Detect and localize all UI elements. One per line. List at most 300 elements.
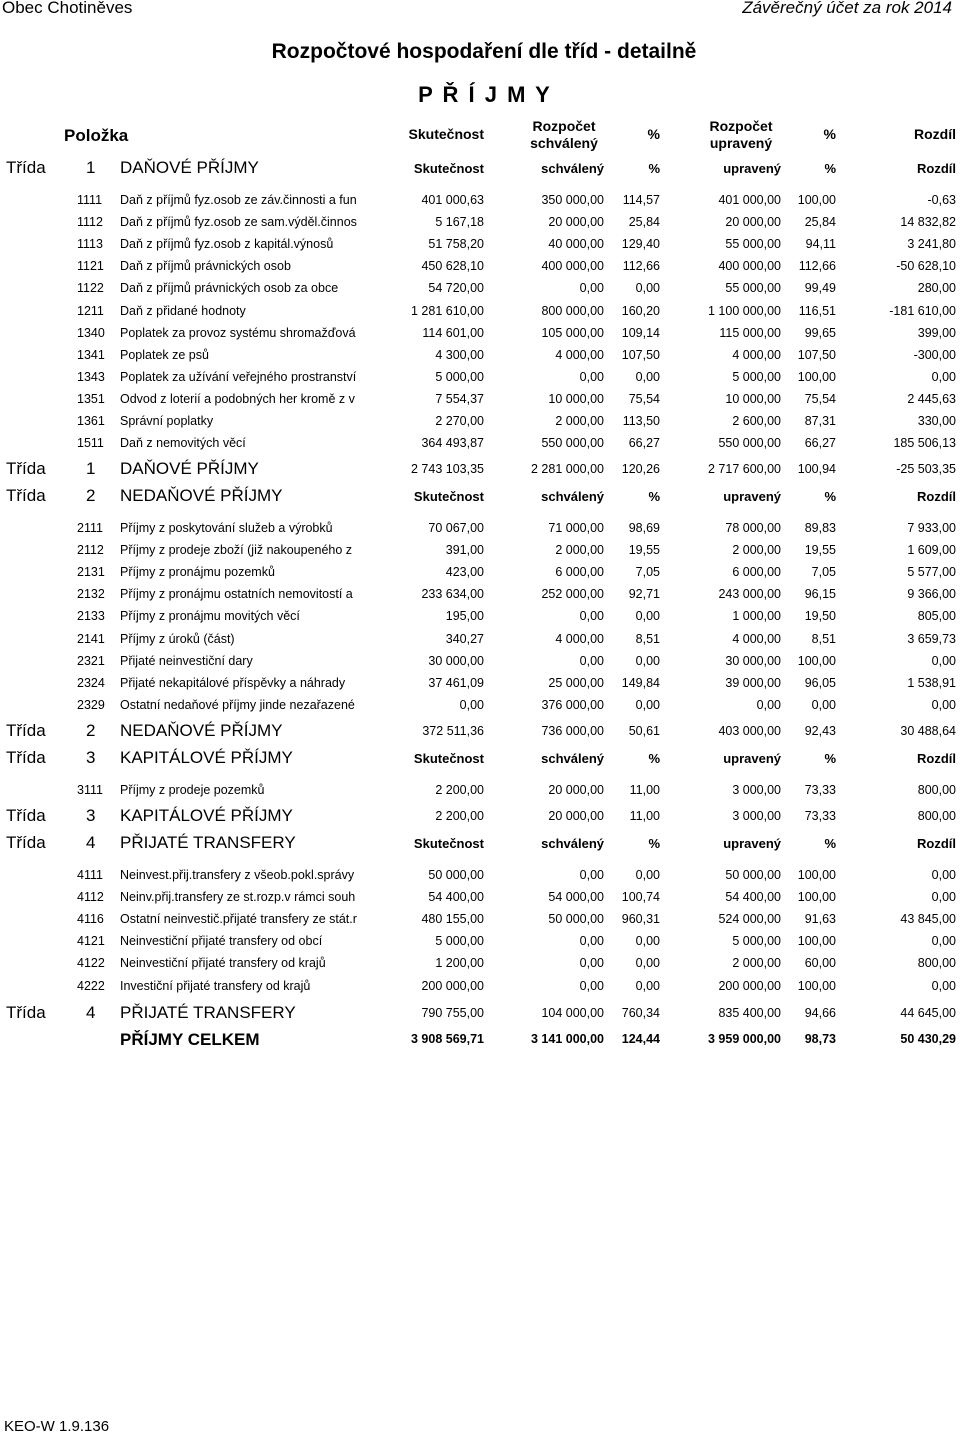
item-value: 100,00 <box>797 370 836 384</box>
item-value: 99,65 <box>804 326 836 340</box>
section-column-label: schválený <box>541 161 604 176</box>
item-name: Daň z příjmů fyz.osob z kapitál.výnosů <box>120 237 334 251</box>
item-code: 2329 <box>77 698 105 712</box>
item-value: 524 000,00 <box>718 912 781 926</box>
section-column-label: % <box>824 751 836 766</box>
item-value: 78 000,00 <box>725 521 781 535</box>
item-value: 0,00 <box>931 698 956 712</box>
item-value: 252 000,00 <box>541 587 604 601</box>
item-value: 7 554,37 <box>435 392 484 406</box>
item-name: Daň z přidané hodnoty <box>120 304 246 318</box>
trida-label: Třída <box>6 486 46 505</box>
item-value: 114,57 <box>622 193 660 207</box>
item-code: 1112 <box>77 215 103 229</box>
grand-total-value: 98,73 <box>804 1032 836 1046</box>
item-value: 8,51 <box>635 632 660 646</box>
col-upraveny-line1: Rozpočet <box>709 118 773 134</box>
class-number: 3 <box>86 748 96 767</box>
item-value: 8,51 <box>811 632 836 646</box>
item-name: Poplatek za provoz systému shromažďová <box>120 326 356 340</box>
item-value: 43 845,00 <box>900 912 956 926</box>
item-name: Poplatek ze psů <box>120 348 209 362</box>
item-value: 0,00 <box>635 609 660 623</box>
item-value: 14 832,82 <box>900 215 956 229</box>
item-value: 115 000,00 <box>719 326 781 340</box>
item-code: 2141 <box>77 632 105 646</box>
item-code: 1113 <box>77 237 103 251</box>
item-value: 19,55 <box>628 543 660 557</box>
item-value: 185 506,13 <box>893 436 956 450</box>
item-name: Příjmy z úroků (část) <box>120 632 235 646</box>
item-value: 7 933,00 <box>907 521 956 535</box>
col-schvaleny-line2: schválený <box>530 135 598 151</box>
trida-label: Třída <box>6 806 46 825</box>
item-value: 54 400,00 <box>428 890 484 904</box>
col-rozdil: Rozdíl <box>914 126 956 142</box>
item-code: 4121 <box>77 934 105 948</box>
page-subtitle: P Ř Í J M Y <box>418 82 552 107</box>
item-value: 550 000,00 <box>541 436 604 450</box>
item-value: 7,05 <box>811 565 836 579</box>
class-number: 2 <box>86 721 96 740</box>
item-value: 5 000,00 <box>435 370 484 384</box>
sum-value: 73,33 <box>804 809 836 823</box>
item-value: 5 000,00 <box>732 934 781 948</box>
item-value: 0,00 <box>579 868 604 882</box>
item-value: 0,00 <box>635 281 660 295</box>
sum-value: 790 755,00 <box>421 1006 484 1020</box>
item-name: Neinvest.přij.transfery z všeob.pokl.správy <box>120 868 355 882</box>
item-value: 50 000,00 <box>548 912 604 926</box>
section-column-label: schválený <box>541 489 604 504</box>
item-value: 0,00 <box>931 934 956 948</box>
section-column-label: % <box>648 751 660 766</box>
item-code: 1122 <box>77 281 104 295</box>
col-pct2: % <box>823 126 836 142</box>
item-code: 1211 <box>77 304 104 318</box>
item-value: 1 538,91 <box>907 676 956 690</box>
class-name: PŘIJATÉ TRANSFERY <box>120 833 296 852</box>
item-value: 2 200,00 <box>435 783 484 797</box>
section-column-label: % <box>648 161 660 176</box>
item-value: 3 659,73 <box>907 632 956 646</box>
item-value: 105 000,00 <box>541 326 604 340</box>
item-value: 2 000,00 <box>732 543 781 557</box>
item-value: 25 000,00 <box>548 676 604 690</box>
item-value: 30 000,00 <box>725 654 781 668</box>
item-value: 5 000,00 <box>435 934 484 948</box>
item-value: -300,00 <box>913 348 956 362</box>
item-value: 0,00 <box>459 698 484 712</box>
item-code: 2321 <box>77 654 105 668</box>
item-value: 107,50 <box>621 348 660 362</box>
sum-value: -25 503,35 <box>896 462 956 476</box>
item-name: Ostatní neinvestič.přijaté transfery ze stát.r <box>120 912 357 926</box>
section-column-label: upravený <box>723 161 781 176</box>
item-code: 1361 <box>77 414 105 428</box>
sum-value: 11,00 <box>629 809 660 823</box>
item-value: 960,31 <box>621 912 660 926</box>
item-value: 0,00 <box>756 698 781 712</box>
section-column-label: Skutečnost <box>413 161 484 176</box>
item-value: 51 758,20 <box>428 237 484 251</box>
item-value: 401 000,00 <box>718 193 781 207</box>
item-value: 4 000,00 <box>555 348 604 362</box>
item-value: 114 601,00 <box>422 326 484 340</box>
item-value: 71 000,00 <box>548 521 604 535</box>
item-value: 66,27 <box>804 436 836 450</box>
section-column-label: Rozdíl <box>917 836 956 851</box>
trida-label: Třída <box>6 1003 46 1022</box>
item-value: 4 000,00 <box>732 632 781 646</box>
item-value: 107,50 <box>797 348 836 362</box>
item-code: 2112 <box>77 543 104 557</box>
page-title: Rozpočtové hospodaření dle tříd - detailně <box>271 40 697 63</box>
item-value: 66,27 <box>628 436 660 450</box>
col-skutecnost: Skutečnost <box>408 126 484 142</box>
item-value: 0,00 <box>811 698 836 712</box>
sum-value: 760,34 <box>621 1006 660 1020</box>
item-value: -50 628,10 <box>896 259 956 273</box>
section-column-label: schválený <box>541 836 604 851</box>
item-value: 2 000,00 <box>555 543 604 557</box>
item-value: 73,33 <box>804 783 836 797</box>
item-value: 0,00 <box>579 609 604 623</box>
item-value: 480 155,00 <box>421 912 484 926</box>
sum-value: 50,61 <box>628 724 660 738</box>
item-value: 1 281 610,00 <box>411 304 484 318</box>
sum-value: 100,94 <box>797 462 836 476</box>
item-value: 98,69 <box>628 521 660 535</box>
municipality-name: Obec Chotiněves <box>2 0 133 17</box>
sum-value: 3 000,00 <box>732 809 781 823</box>
item-value: 0,00 <box>931 370 956 384</box>
item-value: 3 241,80 <box>907 237 956 251</box>
item-code: 4122 <box>77 956 105 970</box>
sum-value: 30 488,64 <box>900 724 956 738</box>
item-value: 376 000,00 <box>541 698 604 712</box>
item-code: 2324 <box>77 676 105 690</box>
item-value: 2 270,00 <box>435 414 484 428</box>
section-column-label: Rozdíl <box>917 751 956 766</box>
item-value: 7,05 <box>635 565 660 579</box>
item-value: 0,00 <box>579 934 604 948</box>
item-code: 1111 <box>77 193 103 207</box>
item-value: 70 067,00 <box>428 521 484 535</box>
item-value: 364 493,87 <box>421 436 484 450</box>
item-value: 0,00 <box>931 654 956 668</box>
sum-value: 2 200,00 <box>435 809 484 823</box>
item-value: 5 167,18 <box>435 215 484 229</box>
item-value: 340,27 <box>445 632 484 646</box>
item-value: 89,83 <box>804 521 836 535</box>
item-value: 160,20 <box>621 304 660 318</box>
item-value: 0,00 <box>931 868 956 882</box>
sum-value: 800,00 <box>917 809 956 823</box>
item-value: 195,00 <box>445 609 484 623</box>
item-value: 0,00 <box>579 281 604 295</box>
item-value: 0,00 <box>579 654 604 668</box>
item-value: 2 445,63 <box>907 392 956 406</box>
class-number: 2 <box>86 486 96 505</box>
trida-label: Třída <box>6 833 46 852</box>
class-number: 1 <box>86 459 96 478</box>
item-value: 100,00 <box>797 934 836 948</box>
item-value: 0,00 <box>635 956 660 970</box>
item-name: Daň z příjmů fyz.osob ze záv.činnosti a fun <box>120 193 357 207</box>
item-code: 4222 <box>77 979 105 993</box>
item-value: 30 000,00 <box>428 654 484 668</box>
item-value: 400 000,00 <box>718 259 781 273</box>
sum-value: 372 511,36 <box>422 724 484 738</box>
item-value: 800,00 <box>917 783 956 797</box>
item-name: Přijaté nekapitálové příspěvky a náhrady <box>120 676 346 690</box>
grand-total-value: 3 141 000,00 <box>531 1032 604 1046</box>
item-code: 1511 <box>77 436 104 450</box>
sum-value: 104 000,00 <box>541 1006 604 1020</box>
item-value: 75,54 <box>804 392 836 406</box>
item-name: Příjmy z pronájmu movitých věcí <box>120 609 300 623</box>
item-value: 233 634,00 <box>421 587 484 601</box>
sum-value: 736 000,00 <box>541 724 604 738</box>
item-value: 450 628,10 <box>421 259 484 273</box>
grand-total-label: PŘÍJMY CELKEM <box>120 1030 260 1049</box>
item-value: 60,00 <box>804 956 836 970</box>
section-column-label: upravený <box>723 751 781 766</box>
item-value: 54 000,00 <box>548 890 604 904</box>
item-value: 25,84 <box>804 215 836 229</box>
item-value: 0,00 <box>635 654 660 668</box>
item-value: 50 000,00 <box>428 868 484 882</box>
item-value: 800 000,00 <box>541 304 604 318</box>
item-value: 100,00 <box>797 868 836 882</box>
item-code: 4116 <box>77 912 104 926</box>
item-value: 75,54 <box>628 392 660 406</box>
class-number: 4 <box>86 833 96 852</box>
item-value: 350 000,00 <box>541 193 604 207</box>
item-value: 54 720,00 <box>428 281 484 295</box>
item-value: 129,40 <box>621 237 660 251</box>
col-schvaleny-line1: Rozpočet <box>532 118 596 134</box>
item-value: 55 000,00 <box>725 281 781 295</box>
item-name: Neinv.přij.transfery ze st.rozp.v rámci souh <box>120 890 356 904</box>
item-code: 4112 <box>77 890 104 904</box>
item-value: 50 000,00 <box>725 868 781 882</box>
item-value: 9 366,00 <box>907 587 956 601</box>
item-value: 113,50 <box>622 414 660 428</box>
item-value: 2 000,00 <box>555 414 604 428</box>
item-value: 330,00 <box>917 414 956 428</box>
item-value: 400 000,00 <box>541 259 604 273</box>
section-column-label: % <box>824 836 836 851</box>
sum-value: 92,43 <box>804 724 836 738</box>
sum-value: 2 743 103,35 <box>411 462 484 476</box>
item-code: 3111 <box>77 783 103 797</box>
item-value: 37 461,09 <box>428 676 484 690</box>
item-value: 20 000,00 <box>725 215 781 229</box>
item-code: 2111 <box>77 521 103 535</box>
footer-version: KEO-W 1.9.136 <box>4 1418 110 1435</box>
item-value: 54 400,00 <box>725 890 781 904</box>
trida-label: Třída <box>6 721 46 740</box>
sum-value: 120,26 <box>621 462 660 476</box>
item-value: 391,00 <box>445 543 484 557</box>
item-value: 39 000,00 <box>725 676 781 690</box>
item-value: 25,84 <box>628 215 660 229</box>
item-value: 1 609,00 <box>907 543 956 557</box>
item-value: 1 100 000,00 <box>708 304 781 318</box>
item-value: 112,66 <box>622 259 660 273</box>
section-column-label: Rozdíl <box>917 489 956 504</box>
item-value: 0,00 <box>931 979 956 993</box>
item-value: 5 000,00 <box>732 370 781 384</box>
item-value: 94,11 <box>805 237 836 251</box>
item-value: 92,71 <box>628 587 660 601</box>
item-value: 87,31 <box>804 414 836 428</box>
item-value: 0,00 <box>635 698 660 712</box>
item-value: 99,49 <box>804 281 836 295</box>
class-number: 3 <box>86 806 96 825</box>
item-value: 100,00 <box>797 979 836 993</box>
grand-total-value: 3 908 569,71 <box>411 1032 484 1046</box>
item-value: 0,00 <box>931 890 956 904</box>
item-value: 6 000,00 <box>555 565 604 579</box>
item-value: 100,00 <box>797 890 836 904</box>
section-column-label: % <box>648 836 660 851</box>
item-code: 1340 <box>77 326 105 340</box>
sum-value: 44 645,00 <box>900 1006 956 1020</box>
sum-value: 403 000,00 <box>718 724 781 738</box>
item-code: 1121 <box>77 259 104 273</box>
item-value: 91,63 <box>804 912 836 926</box>
sum-value: 20 000,00 <box>548 809 604 823</box>
class-number: 1 <box>86 158 96 177</box>
item-name: Neinvestiční přijaté transfery od obcí <box>120 934 323 948</box>
item-value: 243 000,00 <box>718 587 781 601</box>
item-value: 5 577,00 <box>907 565 956 579</box>
item-value: 19,55 <box>804 543 836 557</box>
grand-total-value: 3 959 000,00 <box>708 1032 781 1046</box>
item-value: 200 000,00 <box>421 979 484 993</box>
item-value: 100,00 <box>797 193 836 207</box>
item-value: 550 000,00 <box>718 436 781 450</box>
item-name: Investiční přijaté transfery od krajů <box>120 979 311 993</box>
item-value: 149,84 <box>621 676 660 690</box>
item-value: 0,00 <box>579 370 604 384</box>
item-value: 10 000,00 <box>725 392 781 406</box>
class-name: NEDAŇOVÉ PŘÍJMY <box>120 721 283 740</box>
item-name: Daň z nemovitých věcí <box>120 436 246 450</box>
report-title: Závěrečný účet za rok 2014 <box>742 0 952 17</box>
item-value: 96,15 <box>804 587 836 601</box>
section-column-label: Skutečnost <box>413 489 484 504</box>
item-value: 20 000,00 <box>548 215 604 229</box>
item-name: Příjmy z prodeje zboží (již nakoupeného z <box>120 543 353 557</box>
section-column-label: schválený <box>541 751 604 766</box>
item-value: 0,00 <box>579 956 604 970</box>
class-name: KAPITÁLOVÉ PŘÍJMY <box>120 806 293 825</box>
item-name: Odvod z loterií a podobných her kromě z v <box>120 392 355 406</box>
item-value: 100,00 <box>797 654 836 668</box>
item-name: Neinvestiční přijaté transfery od krajů <box>120 956 326 970</box>
section-column-label: upravený <box>723 489 781 504</box>
trida-label: Třída <box>6 459 46 478</box>
item-name: Poplatek za užívání veřejného prostranství <box>120 370 357 384</box>
col-upraveny-line2: upravený <box>709 135 773 151</box>
item-value: 96,05 <box>804 676 836 690</box>
sum-value: 94,66 <box>804 1006 836 1020</box>
item-value: 6 000,00 <box>732 565 781 579</box>
item-value: 3 000,00 <box>732 783 781 797</box>
item-value: 4 300,00 <box>435 348 484 362</box>
section-column-label: Skutečnost <box>413 751 484 766</box>
item-code: 1341 <box>77 348 105 362</box>
section-column-label: % <box>824 489 836 504</box>
trida-label: Třída <box>6 158 46 177</box>
item-value: -0,63 <box>927 193 956 207</box>
item-value: 800,00 <box>917 956 956 970</box>
item-name: Přijaté neinvestiční dary <box>120 654 253 668</box>
item-value: 4 000,00 <box>732 348 781 362</box>
item-code: 2133 <box>77 609 105 623</box>
item-value: 112,66 <box>798 259 836 273</box>
item-value: 20 000,00 <box>548 783 604 797</box>
item-value: 10 000,00 <box>548 392 604 406</box>
class-number: 4 <box>86 1003 96 1022</box>
item-value: 100,74 <box>621 890 660 904</box>
section-column-label: Rozdíl <box>917 161 956 176</box>
item-value: -181 610,00 <box>889 304 956 318</box>
item-value: 401 000,63 <box>421 193 484 207</box>
class-name: NEDAŇOVÉ PŘÍJMY <box>120 486 283 505</box>
item-value: 2 000,00 <box>732 956 781 970</box>
item-value: 280,00 <box>917 281 956 295</box>
item-value: 0,00 <box>635 979 660 993</box>
item-name: Příjmy z pronájmu pozemků <box>120 565 275 579</box>
item-value: 4 000,00 <box>555 632 604 646</box>
sum-value: 2 717 600,00 <box>708 462 781 476</box>
item-value: 2 600,00 <box>732 414 781 428</box>
section-column-label: Skutečnost <box>413 836 484 851</box>
item-value: 1 000,00 <box>732 609 781 623</box>
item-name: Daň z příjmů právnických osob <box>120 259 291 273</box>
item-code: 1351 <box>77 392 105 406</box>
item-name: Příjmy z pronájmu ostatních nemovitostí a <box>120 587 353 601</box>
item-name: Příjmy z prodeje pozemků <box>120 783 265 797</box>
item-name: Správní poplatky <box>120 414 214 428</box>
trida-label: Třída <box>6 748 46 767</box>
item-value: 0,00 <box>635 934 660 948</box>
section-column-label: upravený <box>723 836 781 851</box>
item-value: 40 000,00 <box>548 237 604 251</box>
item-value: 1 200,00 <box>435 956 484 970</box>
item-value: 200 000,00 <box>718 979 781 993</box>
item-value: 19,50 <box>804 609 836 623</box>
section-column-label: % <box>648 489 660 504</box>
col-pct1: % <box>647 126 660 142</box>
item-code: 2131 <box>77 565 105 579</box>
class-name: KAPITÁLOVÉ PŘÍJMY <box>120 748 293 767</box>
item-code: 4111 <box>77 868 103 882</box>
item-value: 399,00 <box>917 326 956 340</box>
grand-total-value: 124,44 <box>621 1032 660 1046</box>
sum-value: 2 281 000,00 <box>531 462 604 476</box>
grand-total-value: 50 430,29 <box>900 1032 956 1046</box>
item-value: 116,51 <box>798 304 836 318</box>
item-value: 11,00 <box>629 783 660 797</box>
item-value: 423,00 <box>445 565 484 579</box>
item-value: 55 000,00 <box>725 237 781 251</box>
